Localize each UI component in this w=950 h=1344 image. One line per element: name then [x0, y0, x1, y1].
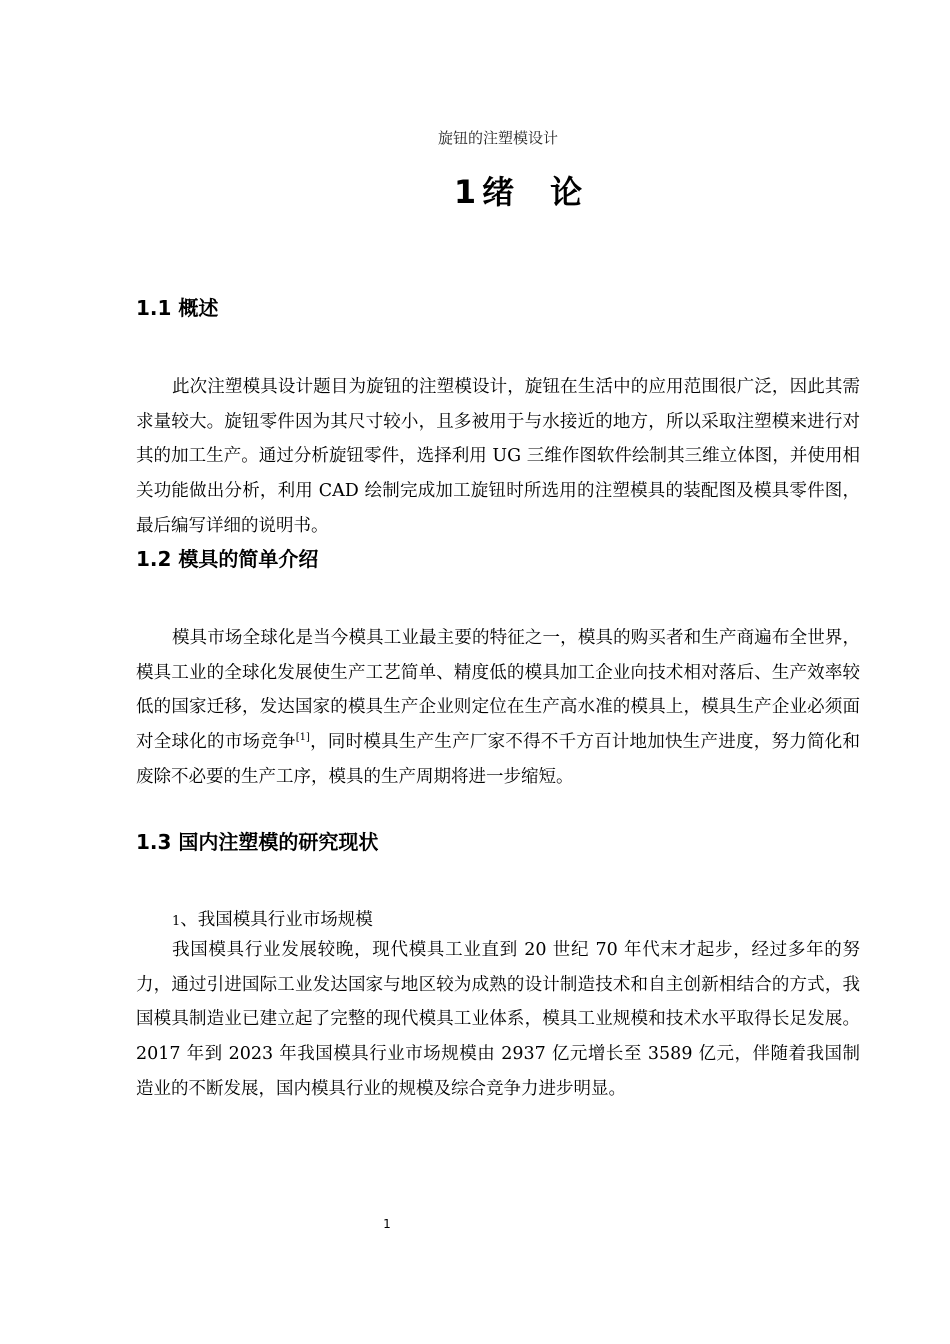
list-item-label: 、我国模具行业市场规模	[180, 910, 373, 930]
page-number: 1	[383, 1217, 391, 1231]
citation-ref-1: [1]	[295, 732, 310, 744]
chapter-title-part1: 绪	[482, 173, 515, 211]
list-item-market-scale	[172, 906, 373, 931]
paragraph-mold-intro	[136, 621, 860, 795]
list-item-index: 1	[172, 914, 181, 929]
chapter-number: 1	[453, 173, 477, 211]
section-heading-mold-intro: 1.2 模具的简单介绍	[136, 547, 319, 571]
chapter-title	[0, 167, 950, 213]
paragraph-mold-intro-text-1: 模具市场全球化是当今模具工业最主要的特征之一，模具的购买者和生产商遍布全世界，模具工业的全球化发展使生产工艺简单、精度低的模具加工企业向技术相对落后、生产效率较低的国家迁移，发达国家的模具生产企业则定位在生产高水准的模具上，模具生产企业必须面对全球化的市场竞争	[136, 628, 860, 753]
chapter-title-part2: 论	[550, 173, 583, 211]
paragraph-mold-intro-text-2: ，同时模具生产生产厂家不得不千方百计地加快生产进度，努力简化和废除不必要的生产工序，模具的生产周期将进一步缩短。	[136, 732, 861, 787]
section-heading-overview: 1.1 概述	[136, 296, 219, 320]
paragraph-overview: 此次注塑模具设计题目为旋钮的注塑模设计，旋钮在生活中的应用范围很广泛，因此其需求量较大。旋钮零件因为其尺寸较小，且多被用于与水接近的地方，所以采取注塑模来进行对其的加工生产。通过分析旋钮零件，选择利用 UG 三维作图软件绘制其三维立体图，并使用相关功能做出分析，利用 CAD 绘制完成加工旋钮时所选用的注塑模具的装配图及模具零件图，最后编写详细的说明书。	[136, 377, 860, 536]
section-heading-domestic-status: 1.3 国内注塑模的研究现状	[136, 830, 379, 854]
running-header: 旋钮的注塑模设计	[437, 129, 558, 147]
paragraph-domestic-status: 我国模具行业发展较晚，现代模具工业直到 20 世纪 70 年代末才起步，经过多年的努力，通过引进国际工业发达国家与地区较为成熟的设计制造技术和自主创新相结合的方式，我国模具制造业已建立起了完整的现代模具工业体系，模具工业规模和技术水平取得长足发展。2017 年到 2023 年我国模具行业市场规模由 2937 亿元增长至 3589 亿元，伴随着我国制造业的不断发展，国内模具行业的规模及综合竞争力进步明显。	[136, 940, 860, 1099]
